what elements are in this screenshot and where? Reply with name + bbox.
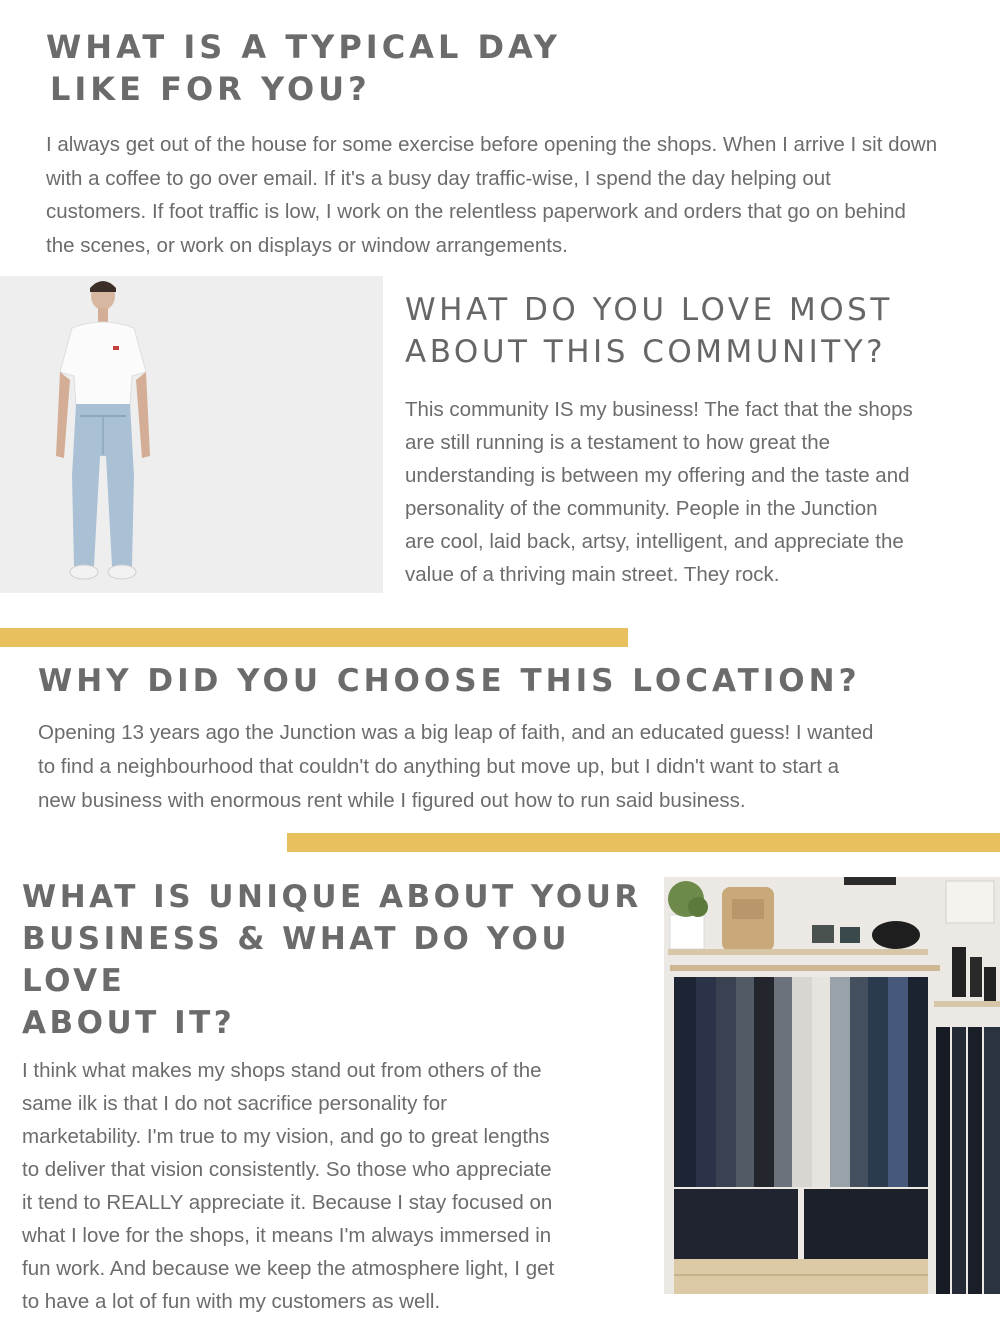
q1-heading bbox=[46, 26, 966, 110]
q4-heading-line2: BUSINESS & WHAT DO YOU LOVE bbox=[22, 921, 571, 999]
q1-body-line: with a coffee to go over email. If it's a busy day traffic-wise, I spend the day helping out bbox=[46, 166, 831, 190]
q4-body bbox=[22, 1054, 652, 1318]
q4-body-line: I think what makes my shops stand out from others of the bbox=[22, 1059, 542, 1082]
q3-section bbox=[38, 660, 978, 818]
q2-body bbox=[405, 393, 975, 591]
q2-body-line: are still running is a testament to how great the bbox=[405, 431, 831, 454]
q3-body-line: to find a neighbourhood that couldn't do anything but move up, but I didn't want to start a bbox=[38, 755, 840, 778]
q1-body-line: customers. If foot traffic is low, I work on the relentless paperwork and orders that go on behind bbox=[46, 200, 906, 223]
q2-body-line: This community IS my business! The fact that the shops bbox=[405, 398, 913, 421]
q4-heading-line3: ABOUT IT? bbox=[22, 1005, 236, 1041]
q2-body-line: are cool, laid back, artsy, intelligent, and appreciate the bbox=[405, 530, 904, 553]
q2-body-line: understanding is between my offering and the taste and bbox=[405, 464, 910, 487]
q2-body-line: value of a thriving main street. They rock. bbox=[405, 563, 780, 586]
model-photo-illustration bbox=[0, 276, 383, 593]
q4-body-line: to have a lot of fun with my customers as well. bbox=[22, 1290, 441, 1313]
q4-body-line: fun work. And because we keep the atmosphere light, I get bbox=[22, 1257, 555, 1280]
q2-heading-line1: WHAT DO YOU LOVE MOST bbox=[405, 292, 893, 328]
q2-body-line: personality of the community. People in the Junction bbox=[405, 497, 878, 520]
q4-body-line: it tend to REALLY appreciate it. Because I stay focused on bbox=[22, 1191, 553, 1214]
q4-body-line: same ilk is that I do not sacrifice personality for bbox=[22, 1092, 447, 1115]
q4-body-line: marketability. I'm true to my vision, and go to great lengths bbox=[22, 1125, 550, 1148]
q3-body bbox=[38, 716, 978, 818]
q1-body bbox=[46, 128, 966, 262]
q1-section bbox=[46, 26, 966, 262]
accent-bar-top bbox=[0, 628, 628, 647]
q1-heading-line2: LIKE FOR YOU? bbox=[50, 70, 371, 108]
q4-body-line: what I love for the shops, it means I'm always immersed in bbox=[22, 1224, 552, 1247]
q3-heading: WHY DID YOU CHOOSE THIS LOCATION? bbox=[38, 663, 861, 699]
q2-heading-line2: ABOUT THIS COMMUNITY? bbox=[405, 334, 887, 370]
q1-body-line: I always get out of the house for some exercise before opening the shops. When I arrive I sit down bbox=[46, 133, 938, 156]
q2-section bbox=[405, 289, 975, 591]
q2-heading bbox=[405, 289, 975, 373]
q4-body-line: to deliver that vision consistently. So those who appreciate bbox=[22, 1158, 552, 1181]
q1-body-line: the scenes, or work on displays or window arrangements. bbox=[46, 233, 568, 257]
q3-body-line: Opening 13 years ago the Junction was a big leap of faith, and an educated guess! I wanted bbox=[38, 721, 874, 744]
q4-heading-line1: WHAT IS UNIQUE ABOUT YOUR bbox=[22, 879, 642, 915]
model-photo bbox=[0, 276, 383, 593]
store-photo-illustration bbox=[664, 877, 1000, 1294]
q1-heading-line1: WHAT IS A TYPICAL DAY bbox=[46, 28, 561, 66]
accent-bar-bottom bbox=[287, 833, 1000, 852]
q4-heading bbox=[22, 876, 652, 1044]
q3-body-line: new business with enormous rent while I figured out how to run said business. bbox=[38, 789, 746, 812]
q4-section bbox=[22, 876, 652, 1318]
store-photo bbox=[664, 877, 1000, 1294]
